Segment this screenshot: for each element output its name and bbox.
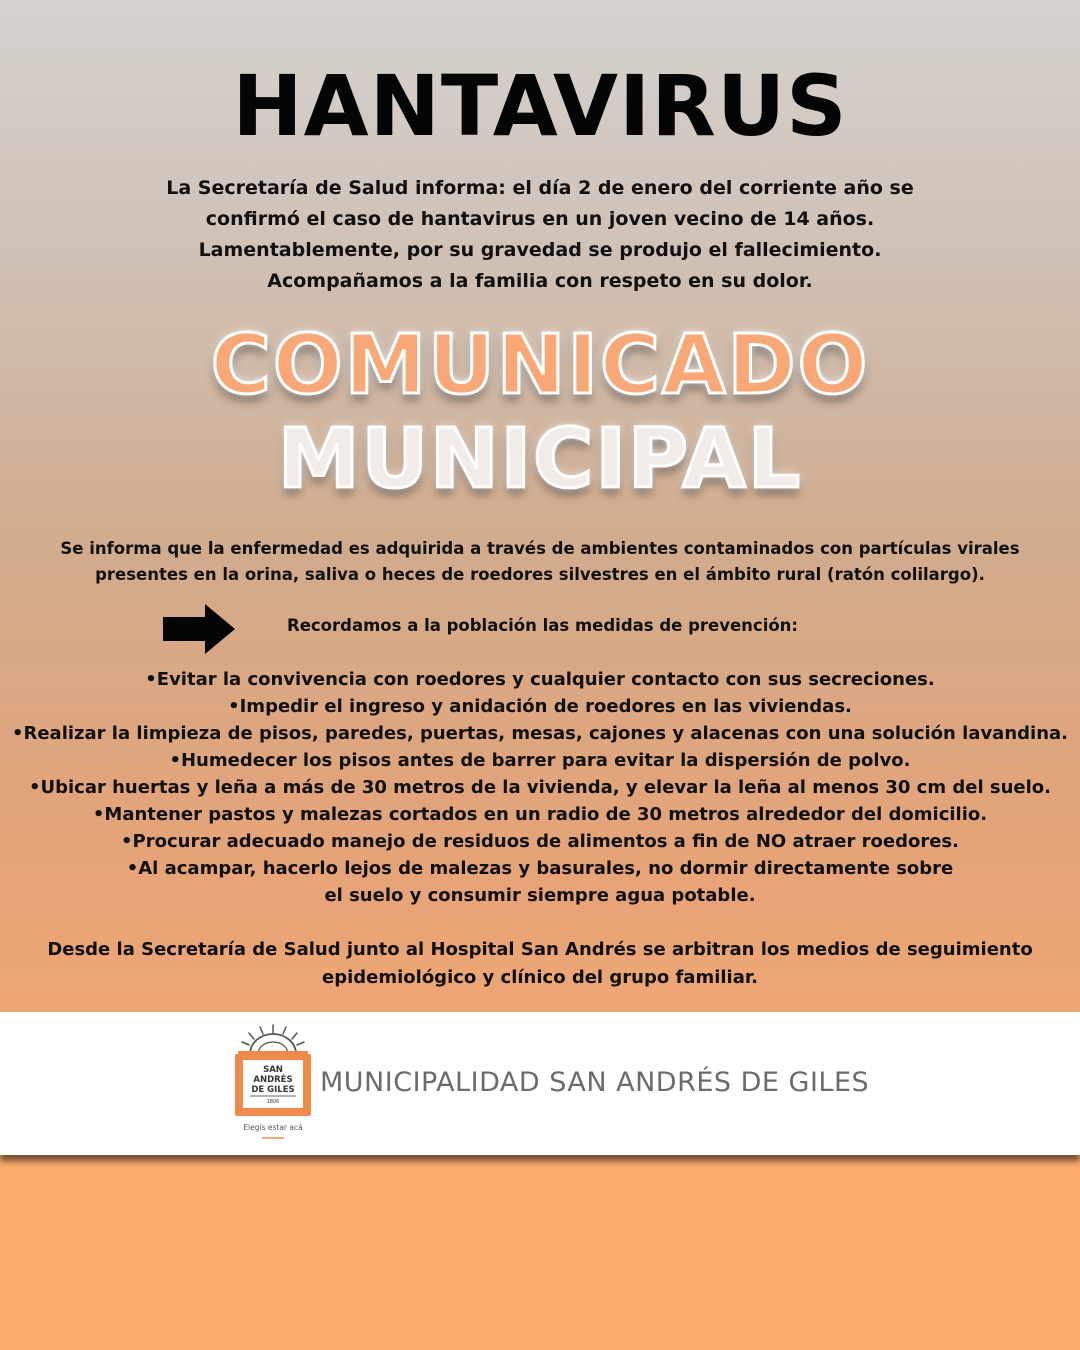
- list-item: •Humedecer los pisos antes de barrer para evitar la dispersión de polvo.: [169, 750, 911, 771]
- list-item: •Mantener pastos y malezas cortados en un radio de 30 metros alrededor del domicilio.: [92, 804, 988, 825]
- intro-line: confirmó el caso de hantavirus en un joven vecino de 14 años.: [205, 208, 875, 230]
- intro-line: Acompañamos a la familia con respeto en su dolor.: [267, 270, 813, 292]
- comunicado-banner: [0, 318, 1080, 506]
- logo-text-year: 1806: [266, 1099, 280, 1105]
- list-item: •Al acampar, hacerlo lejos de malezas y basurales, no dormir directamente sobre: [126, 858, 954, 879]
- list-item: •Procurar adecuado manejo de residuos de alimentos a fin de NO atraer roedores.: [121, 831, 959, 852]
- closing-line: Desde la Secretaría de Salud junto al Hospital San Andrés se arbitran los medios de seguimiento: [47, 939, 1033, 960]
- logo-text-degiles: DE GILES: [251, 1085, 295, 1095]
- logo-slogan: Elegís estar acá: [243, 1123, 303, 1132]
- banner-line-2: MUNICIPAL: [277, 412, 803, 507]
- list-item: •Realizar la limpieza de pisos, paredes, puertas, mesas, cajones y alacenas con una solución lavandina.: [11, 723, 1068, 744]
- prevention-list: [0, 666, 1080, 909]
- arrow-right-icon: [163, 604, 235, 654]
- closing-line: epidemiológico y clínico del grupo familiar.: [322, 967, 758, 988]
- list-item: •Ubicar huertas y leña a más de 30 metros de la vivienda, y elevar la leña al menos 30 cm del suelo.: [28, 777, 1051, 798]
- municipality-name: MUNICIPALIDAD SAN ANDRÉS DE GILES: [320, 1067, 870, 1098]
- intro-paragraph: [110, 173, 970, 297]
- intro-line: Lamentablemente, por su gravedad se produjo el fallecimiento.: [198, 239, 882, 261]
- info-paragraph: [40, 536, 1040, 588]
- prevention-heading: Recordamos a la población las medidas de prevención:: [287, 616, 799, 635]
- page-title: HANTAVIRUS: [232, 57, 848, 155]
- logo-text-san: SAN: [263, 1065, 283, 1075]
- info-line: presentes en la orina, saliva o heces de roedores silvestres en el ámbito rural (ratón colilargo).: [95, 565, 985, 584]
- banner-line-1: COMUNICADO: [210, 318, 870, 413]
- list-item: •Evitar la convivencia con roedores y cualquier contacto con sus secreciones.: [145, 669, 935, 690]
- closing-paragraph: [40, 936, 1040, 992]
- list-item: •Impedir el ingreso y anidación de roedores en las viviendas.: [228, 696, 852, 717]
- list-item: el suelo y consumir siempre agua potable.: [324, 885, 756, 906]
- info-line: Se informa que la enfermedad es adquirida a través de ambientes contaminados con partículas virales: [60, 539, 1020, 558]
- logo-text-andres: ANDRÉS: [253, 1075, 293, 1085]
- municipality-logo: [226, 1022, 320, 1144]
- intro-line: La Secretaría de Salud informa: el día 2 de enero del corriente año se: [166, 177, 914, 199]
